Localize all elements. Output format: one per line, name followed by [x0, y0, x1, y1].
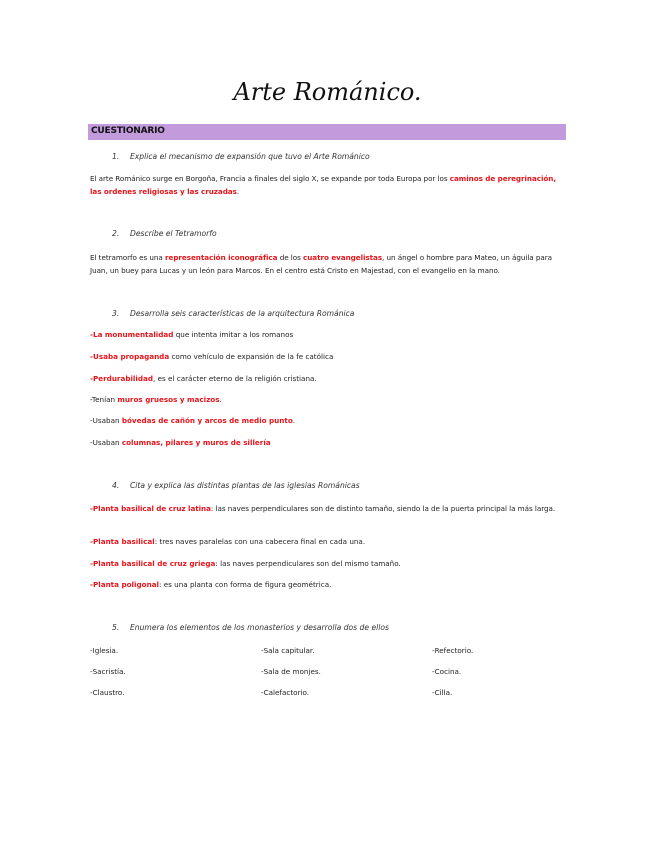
feature-item: -Usaban bóvedas de cañón y arcos de medio punto. [90, 416, 296, 425]
highlight-text: -Planta basilical de cruz griega [90, 559, 216, 568]
highlight-text: -Planta poligonal [90, 580, 159, 589]
answer-text: El tetramorfo es una [90, 253, 166, 262]
plan-item: -Planta basilical: tres naves paralelas con una cabecera final en cada una. [90, 537, 366, 546]
list-item: -Calefactorio. [261, 688, 310, 697]
list-item: -Cilla. [432, 688, 453, 697]
list-item: -Claustro. [90, 688, 125, 697]
highlight-text: representación iconográfica [165, 253, 278, 262]
highlight-text: -La monumentalidad [90, 330, 174, 339]
banner-label: CUESTIONARIO [91, 126, 165, 136]
highlight-text: -Planta basilical [90, 537, 155, 546]
feature-item: -La monumentalidad que intenta imitar a los romanos [90, 330, 294, 339]
list-item: -Sala de monjes. [261, 667, 321, 676]
answer-text: de los [277, 253, 304, 262]
list-item: -Iglesia. [90, 646, 119, 655]
question-number: 4. [112, 481, 120, 490]
highlight-text: cuatro evangelistas [303, 253, 383, 262]
question-number: 1. [112, 152, 120, 161]
question-number: 5. [112, 623, 120, 632]
question-1 [112, 152, 370, 161]
question-text: Describe el Tetramorfo [130, 229, 217, 238]
page-title: Arte Románico. [233, 78, 422, 106]
list-item: -Refectorio. [432, 646, 474, 655]
question-text: Enumera los elementos de los monasterios y desarrolla dos de ellos [130, 623, 389, 632]
question-5 [112, 623, 389, 632]
answer-text: , un ángel o hombre para Mateo, un águila para Juan, un buey para Lucas y un león para Marcos. En el centro está Cristo en Majestad, con el evangelio en la mano. [90, 253, 552, 275]
feature-item: -Perdurabilidad, es el carácter eterno de la religión cristiana. [90, 374, 317, 383]
feature-item: -Tenían muros gruesos y macizos. [90, 395, 222, 404]
answer-2 [90, 251, 560, 277]
answer-text: . [236, 187, 240, 196]
highlight-text: muros gruesos y macizos [117, 395, 220, 404]
question-text: Cita y explica las distintas plantas de las iglesias Románicas [130, 481, 360, 490]
list-item: -Sala capitular. [261, 646, 315, 655]
answer-1 [90, 172, 560, 198]
highlight-text: columnas, pilares y muros de sillería [121, 438, 271, 447]
feature-item: -Usaban columnas, pilares y muros de sillería [90, 438, 271, 447]
question-4 [112, 481, 360, 490]
highlight-text: -Perdurabilidad [90, 374, 154, 383]
answer-text: El arte Románico surge en Borgoña, Francia a finales del siglo X, se expande por toda Europa por los [90, 174, 450, 183]
plan-item: -Planta basilical de cruz latina: las naves perpendiculares son de distinto tamaño, siendo la de la puerta principal la más larga. [90, 504, 556, 513]
feature-item: -Usaba propaganda como vehículo de expansión de la fe católica [90, 352, 334, 361]
question-number: 3. [112, 309, 120, 318]
plan-item: -Planta basilical de cruz griega: las naves perpendiculares son del mismo tamaño. [90, 559, 401, 568]
highlight-text: caminos de peregrinación, las ordenes religiosas y las cruzadas [90, 174, 557, 196]
question-3 [112, 309, 354, 318]
highlight-text: -Usaba propaganda [90, 352, 170, 361]
list-item: -Sacristía. [90, 667, 126, 676]
question-2 [112, 229, 217, 238]
highlight-text: bóvedas de cañón y arcos de medio punto [121, 416, 293, 425]
highlight-text: -Planta basilical de cruz latina [90, 504, 211, 513]
question-text: Desarrolla seis características de la arquitectura Románica [130, 309, 355, 318]
section-banner [88, 124, 566, 140]
question-number: 2. [112, 229, 120, 238]
list-item: -Cocina. [432, 667, 462, 676]
plan-item: -Planta poligonal: es una planta con forma de figura geométrica. [90, 580, 332, 589]
question-text: Explica el mecanismo de expansión que tuvo el Arte Románico [130, 152, 370, 161]
